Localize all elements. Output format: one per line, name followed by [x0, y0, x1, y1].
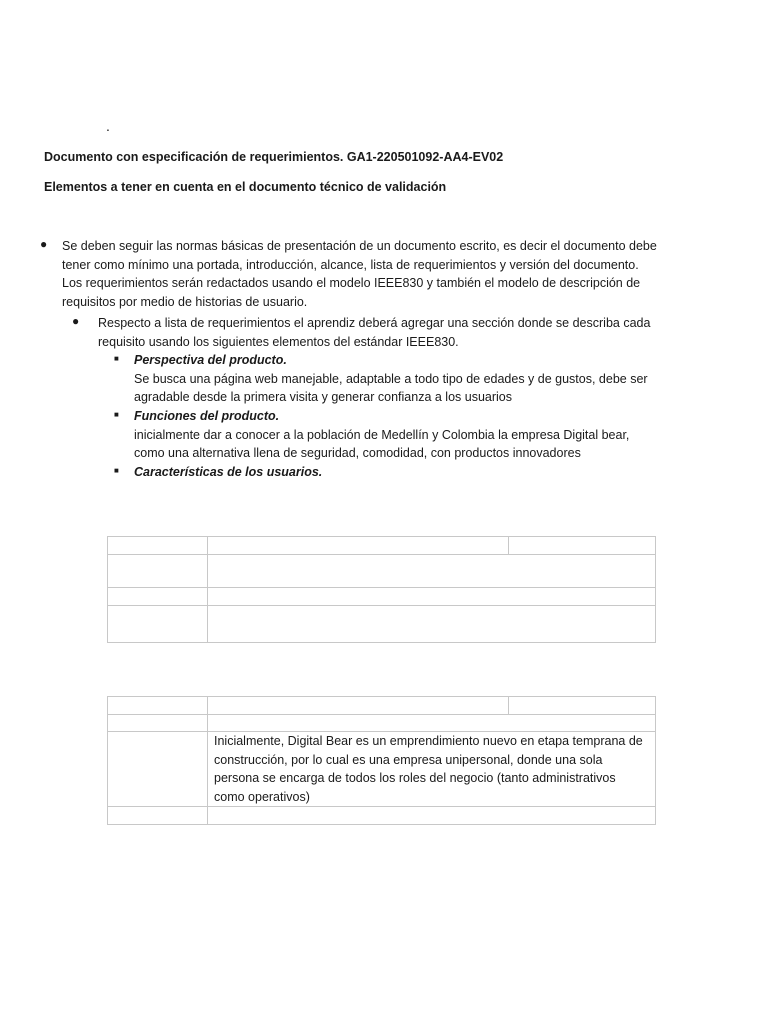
square-bullet-icon: ■: [114, 466, 119, 475]
table-cell: [108, 715, 208, 732]
table-cell: [208, 555, 656, 588]
table-cell: [208, 588, 656, 606]
table-cell: [108, 606, 208, 643]
subitem-title: Funciones del producto.: [134, 409, 280, 423]
table-cell: [208, 606, 656, 643]
square-bullet-icon: ■: [114, 354, 119, 363]
square-bullet-icon: ■: [114, 410, 119, 419]
table-cell: [509, 697, 656, 715]
section-heading: Elementos a tener en cuenta en el documento técnico de validación: [44, 180, 447, 194]
subitem-body: inicialmente dar a conocer a la población de Medellín y Colombia la empresa Digital bear, como una alternativa llena de seguridad, comodidad, con productos innovadores: [134, 427, 630, 461]
subitem-title: Perspectiva del producto.: [134, 353, 287, 367]
table-cell: [208, 807, 656, 825]
table-cell: [108, 588, 208, 606]
table-cell: [108, 555, 208, 588]
bullet-paragraph-1: Se deben seguir las normas básicas de presentación de un documento escrito, es decir el documento debe tener como mínimo una portada, introducción, alcance, lista de requerimientos y versión del documento. Los requerimientos serán redactados usando el modelo IEEE830 y también el modelo de descripción de requisitos por medio de historias de usuario.: [62, 239, 657, 309]
stray-mark: .: [106, 118, 110, 134]
table-cell: [509, 537, 656, 555]
table-cell: [108, 697, 208, 715]
user-description-cell: Inicialmente, Digital Bear es un emprendimiento nuevo en etapa temprana de construcción, por lo cual es una empresa unipersonal, donde una sola persona se encarga de todos los roles del negocio (tanto administrativos como operativos): [208, 732, 656, 807]
document-title: Documento con especificación de requerimientos. GA1-220501092-AA4-EV02: [44, 150, 504, 164]
bullet-dot-icon: ●: [40, 237, 48, 251]
requirements-table-2: [107, 696, 656, 825]
table-cell: [108, 807, 208, 825]
subitem-funciones: [134, 407, 654, 463]
subitem-body: Se busca una página web manejable, adaptable a todo tipo de edades y de gustos, debe ser agradable desde la primera visita y generar confianza a los usuarios: [134, 371, 648, 405]
subitem-title: Características de los usuarios.: [134, 465, 323, 479]
table-cell: [208, 715, 656, 732]
requirements-table-1: [107, 536, 656, 643]
bullet-dot-icon: ●: [72, 314, 80, 328]
table-cell: [208, 697, 509, 715]
subitem-caracteristicas: [134, 463, 654, 482]
table-cell: [108, 732, 208, 807]
bullet-paragraph-2: Respecto a lista de requerimientos el aprendiz deberá agregar una sección donde se describa cada requisito usando los siguientes elementos del estándar IEEE830.: [98, 316, 651, 349]
table-cell: [208, 537, 509, 555]
table-cell: [108, 537, 208, 555]
subitem-perspectiva: [134, 351, 654, 407]
